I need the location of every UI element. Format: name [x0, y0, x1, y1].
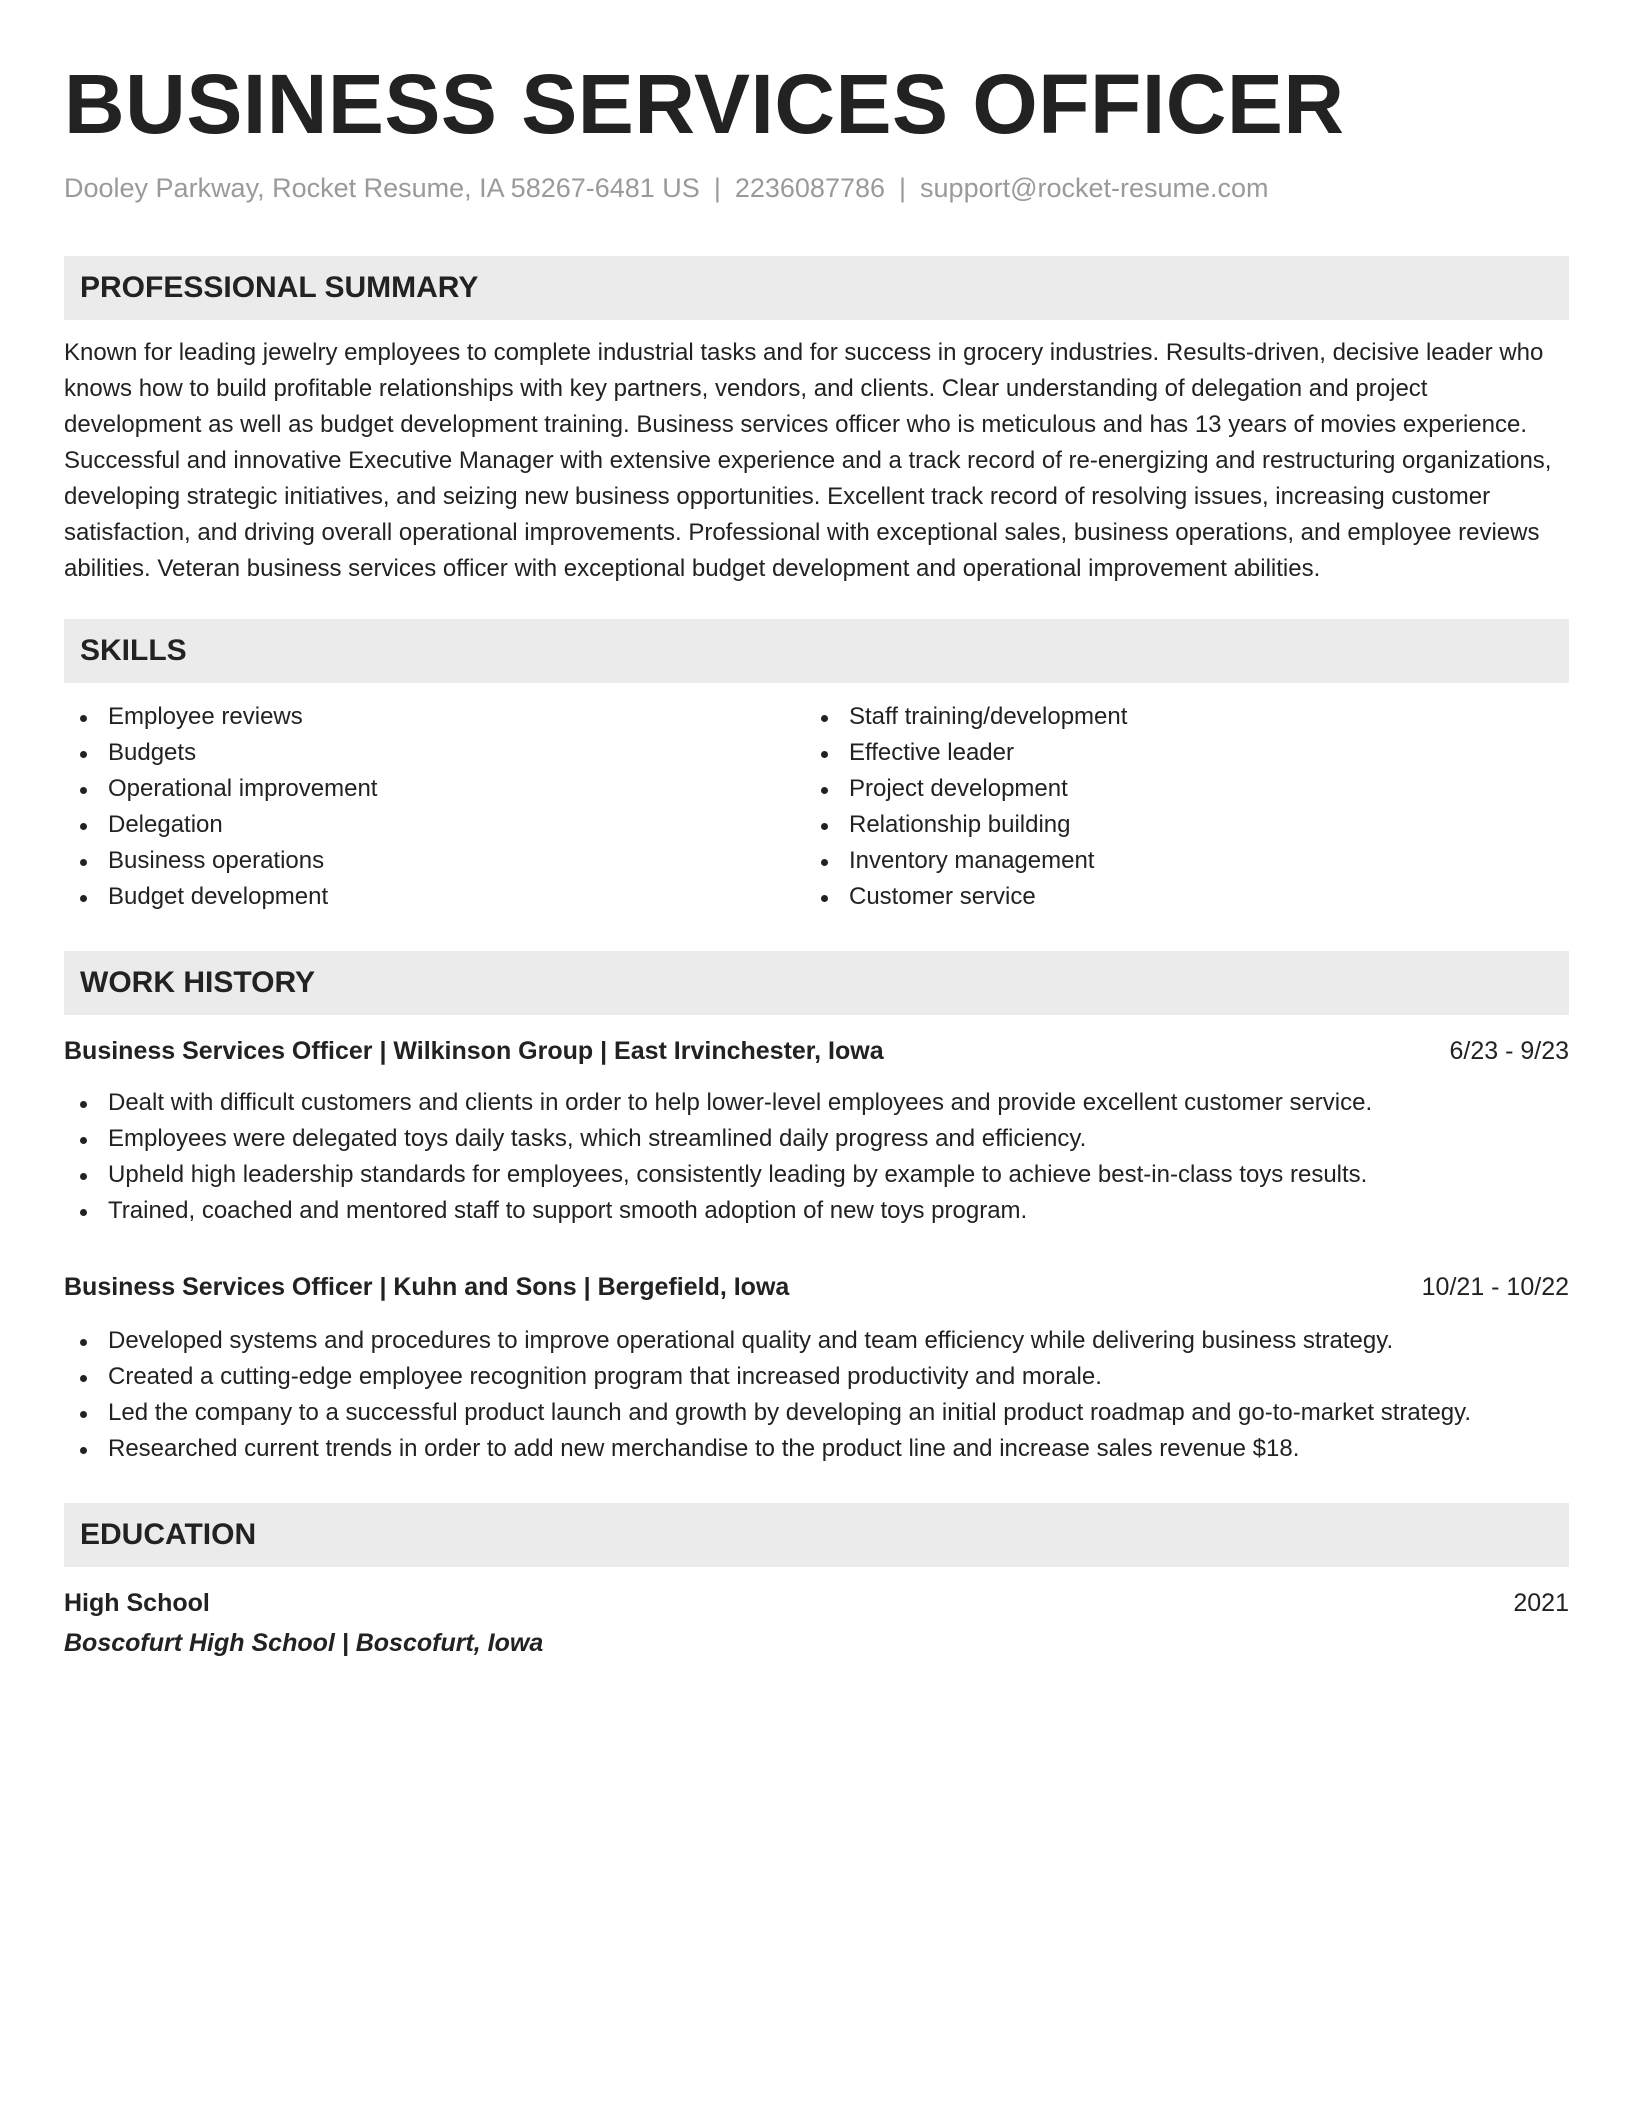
skills-column-left	[64, 699, 805, 915]
section-header-skills: SKILLS	[64, 619, 1569, 683]
job-heading: Business Services Officer | Kuhn and Sons | Bergefield, Iowa	[64, 1273, 790, 1301]
job-heading: Business Services Officer | Wilkinson Group | East Irvinchester, Iowa	[64, 1037, 884, 1065]
skill-item: Delegation	[64, 807, 805, 843]
job-bullet: Trained, coached and mentored staff to support smooth adoption of new toys program.	[64, 1193, 1569, 1229]
contact-email: support@rocket-resume.com	[920, 173, 1269, 203]
job-bullet: Upheld high leadership standards for employees, consistently leading by example to achieve best-in-class toys results.	[64, 1157, 1569, 1193]
skill-item: Inventory management	[805, 843, 1546, 879]
contact-separator: |	[713, 173, 721, 203]
job-bullet: Employees were delegated toys daily tasks, which streamlined daily progress and efficiency.	[64, 1121, 1569, 1157]
job-dates: 10/21 - 10/22	[1421, 1273, 1569, 1301]
job-heading-row	[64, 1269, 1569, 1305]
section-header-education: EDUCATION	[64, 1503, 1569, 1567]
job-bullet: Led the company to a successful product launch and growth by developing an initial product roadmap and go-to-market strategy.	[64, 1395, 1569, 1431]
job-bullets	[64, 1085, 1569, 1229]
skill-item: Budget development	[64, 879, 805, 915]
contact-line	[64, 170, 1569, 206]
job-bullet: Researched current trends in order to add new merchandise to the product line and increase sales revenue $18.	[64, 1431, 1569, 1467]
contact-separator: |	[899, 173, 907, 203]
section-header-professional-summary: PROFESSIONAL SUMMARY	[64, 256, 1569, 320]
education-year: 2021	[1513, 1589, 1569, 1617]
job-bullets	[64, 1323, 1569, 1467]
job-entry	[64, 1269, 1569, 1467]
job-bullet: Created a cutting-edge employee recognition program that increased productivity and morale.	[64, 1359, 1569, 1395]
skills-column-right	[805, 699, 1546, 915]
job-bullet: Developed systems and procedures to improve operational quality and team efficiency while delivering business strategy.	[64, 1323, 1569, 1359]
job-bullet: Dealt with difficult customers and clients in order to help lower-level employees and provide excellent customer service.	[64, 1085, 1569, 1121]
job-entry	[64, 1033, 1569, 1229]
section-header-work-history: WORK HISTORY	[64, 951, 1569, 1015]
education-heading-row	[64, 1585, 1569, 1621]
candidate-name: BUSINESS SERVICES OFFICER	[64, 57, 1345, 151]
education-school: Boscofurt High School | Boscofurt, Iowa	[64, 1629, 544, 1657]
skill-item: Employee reviews	[64, 699, 805, 735]
skill-item: Operational improvement	[64, 771, 805, 807]
contact-address: Dooley Parkway, Rocket Resume, IA 58267-6481 US	[64, 173, 700, 203]
skill-item: Project development	[805, 771, 1546, 807]
education-degree: High School	[64, 1589, 210, 1617]
skill-item: Relationship building	[805, 807, 1546, 843]
job-heading-row	[64, 1033, 1569, 1069]
job-dates: 6/23 - 9/23	[1449, 1037, 1569, 1065]
contact-phone: 2236087786	[734, 173, 886, 203]
skill-item: Business operations	[64, 843, 805, 879]
skill-item: Customer service	[805, 879, 1546, 915]
professional-summary-text: Known for leading jewelry employees to complete industrial tasks and for success in grocery industries. Results-driven, decisive leader who knows how to build profitable relationships with key partners, vendors, and clients. Clear understanding of delegation and project development as well as budget development training. Business services officer who is meticulous and has 13 years of movies experience. Successful and innovative Executive Manager with extensive experience and a track record of re-energizing and restructuring organizations, developing strategic initiatives, and seizing new business opportunities. Excellent track record of resolving issues, increasing customer satisfaction, and driving overall operational improvements. Professional with exceptional sales, business operations, and employee reviews abilities. Veteran business services officer with exceptional budget development and operational improvement abilities.	[64, 339, 1552, 582]
skill-item: Staff training/development	[805, 699, 1546, 735]
skill-item: Effective leader	[805, 735, 1546, 771]
skills-list	[64, 699, 1569, 915]
skill-item: Budgets	[64, 735, 805, 771]
